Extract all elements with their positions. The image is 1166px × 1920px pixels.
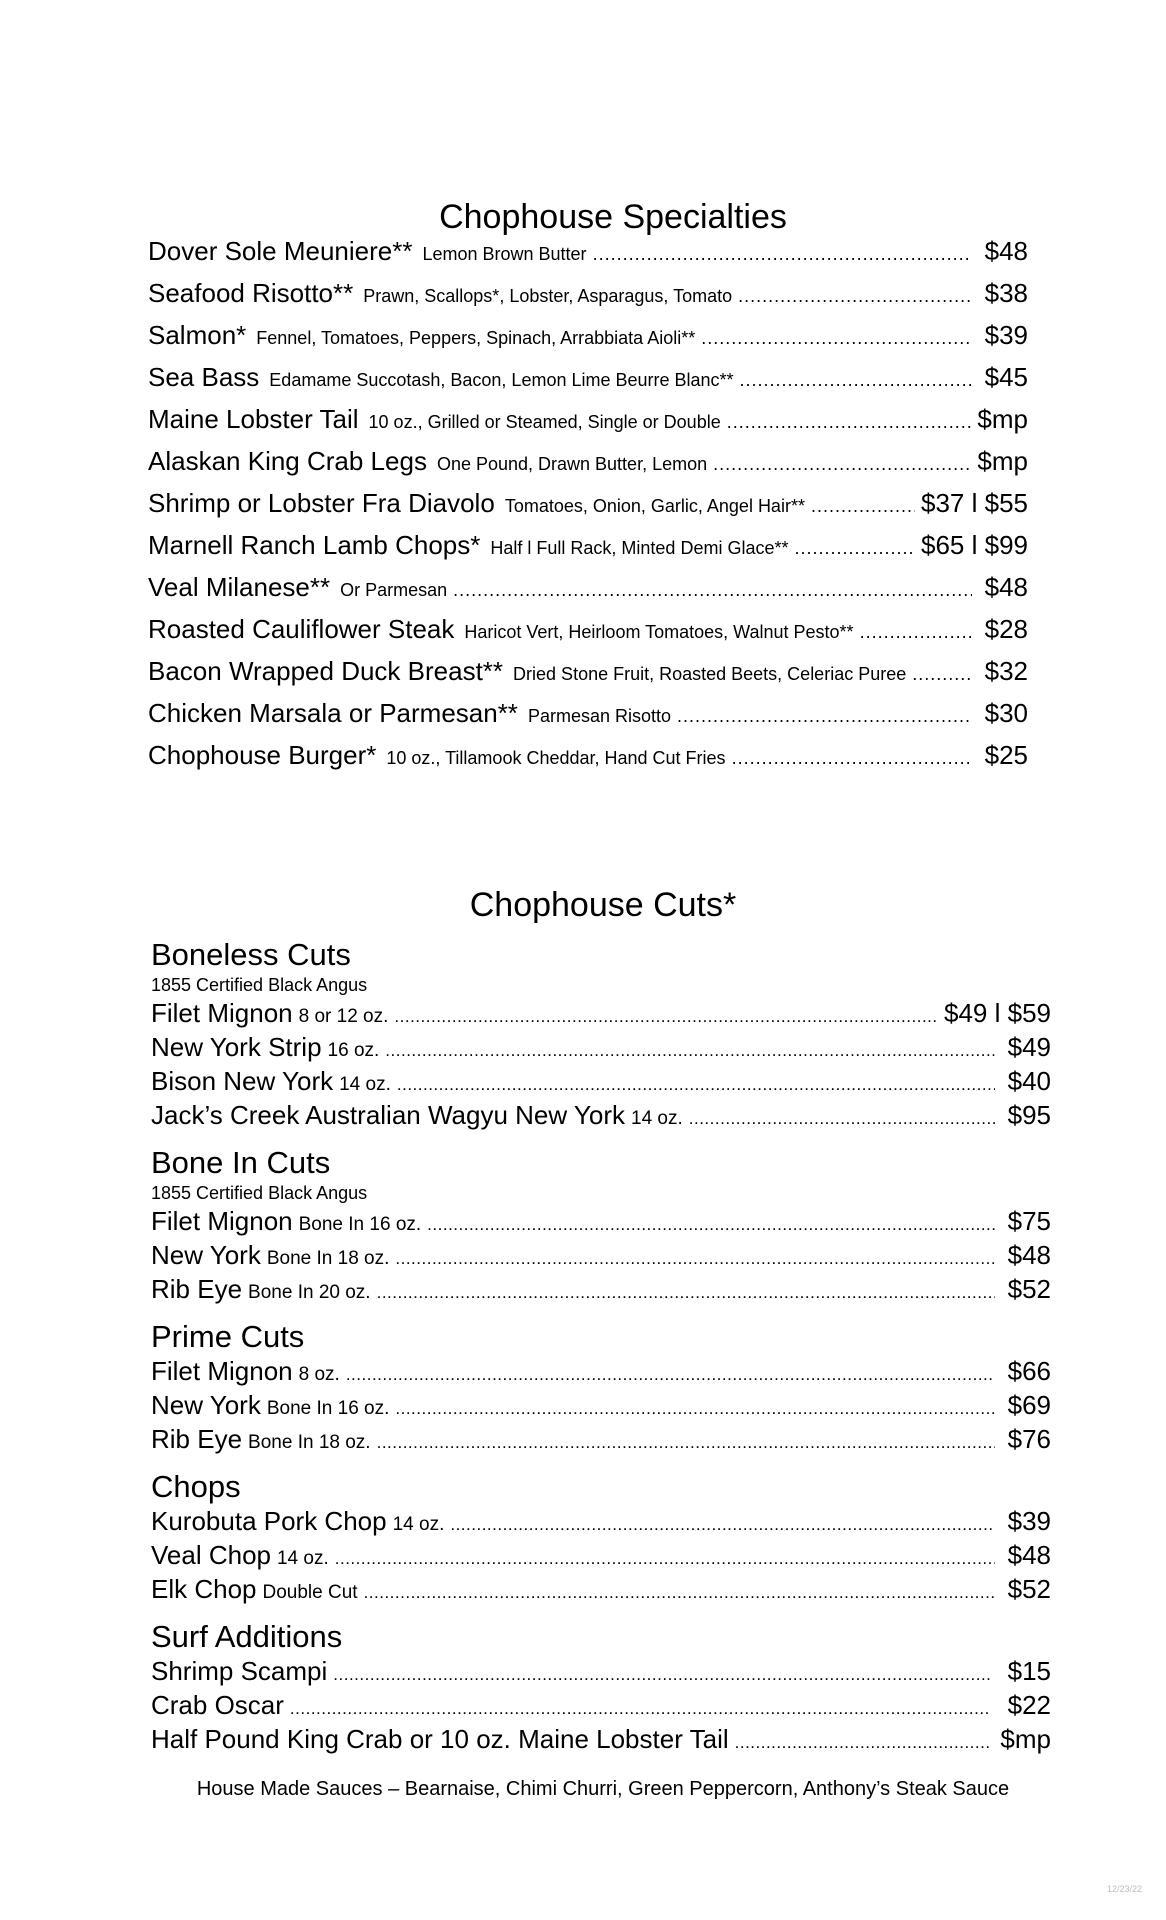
item-price: $39 (1007, 1506, 1051, 1536)
item-description: One Pound, Drawn Butter, Lemon (436, 454, 708, 474)
dot-leader (335, 1549, 995, 1569)
item-price: $mp (977, 446, 1028, 476)
list-item (151, 1100, 1051, 1134)
dot-leader (453, 580, 972, 601)
dot-leader (450, 1515, 995, 1535)
group-prime-cuts (151, 1318, 1051, 1458)
list-item (151, 998, 1051, 1032)
group-bone-in-cuts (151, 1144, 1051, 1308)
item-price: $mp (1000, 1724, 1051, 1754)
item-description: 8 or 12 oz. (298, 1006, 389, 1027)
item-description: 14 oz. (631, 1108, 683, 1129)
list-item (151, 1240, 1051, 1274)
item-description: Fennel, Tomatoes, Peppers, Spinach, Arrabbiata Aioli** (256, 328, 696, 348)
cuts-title: Chophouse Cuts* (469, 885, 737, 924)
item-price: $52 (1007, 1274, 1051, 1304)
item-name: Chicken Marsala or Parmesan** (148, 698, 518, 728)
group-title: Surf Additions (151, 1619, 343, 1654)
item-name: Bison New York (151, 1066, 334, 1096)
item-description: 10 oz., Tillamook Cheddar, Hand Cut Fries (386, 748, 726, 768)
item-name: Maine Lobster Tail (148, 404, 359, 434)
list-item (151, 1066, 1051, 1100)
cuts-list (151, 1656, 1051, 1758)
item-price: $66 (1007, 1356, 1051, 1386)
list-item (151, 1424, 1051, 1458)
list-item (151, 1656, 1051, 1690)
item-price: $40 (1007, 1066, 1051, 1096)
item-name: Elk Chop (151, 1574, 257, 1604)
list-item (151, 1574, 1051, 1608)
cuts-list (151, 1356, 1051, 1458)
item-description: Bone In 18 oz. (266, 1248, 390, 1269)
dot-leader (811, 496, 915, 517)
item-name: Jack’s Creek Australian Wagyu New York (151, 1100, 625, 1130)
item-name: Shrimp Scampi (151, 1656, 328, 1686)
dot-leader (395, 1249, 995, 1269)
item-price: $38 (984, 278, 1028, 308)
dot-leader (427, 1215, 995, 1235)
item-price: $15 (1007, 1656, 1051, 1686)
specialties-list (148, 236, 1028, 782)
group-title: Boneless Cuts (151, 937, 351, 972)
item-name: Salmon* (148, 320, 247, 350)
item-description: 14 oz. (339, 1074, 391, 1095)
item-price: $37 l $55 (921, 488, 1028, 518)
group-title: Prime Cuts (151, 1319, 305, 1354)
dot-leader (735, 1733, 991, 1753)
item-description: Prawn, Scallops*, Lobster, Asparagus, Tomato (363, 286, 733, 306)
dot-leader (689, 1109, 995, 1129)
list-item (151, 1390, 1051, 1424)
list-item (148, 530, 1028, 572)
item-price: $22 (1007, 1690, 1051, 1720)
list-item (148, 614, 1028, 656)
item-price: $48 (984, 236, 1028, 266)
dot-leader (912, 664, 972, 685)
cuts-list (151, 998, 1051, 1134)
item-price: $30 (984, 698, 1028, 728)
item-price: $48 (984, 572, 1028, 602)
item-name: Rib Eye (151, 1274, 243, 1304)
item-name: Dover Sole Meuniere** (148, 236, 413, 266)
item-description: 16 oz. (327, 1040, 380, 1061)
list-item (148, 572, 1028, 614)
item-description: Bone In 18 oz. (248, 1432, 371, 1453)
item-price: $95 (1007, 1100, 1051, 1130)
list-item (148, 446, 1028, 488)
item-description: Tomatoes, Onion, Garlic, Angel Hair** (504, 496, 805, 516)
item-price: $75 (1007, 1206, 1051, 1236)
list-item (151, 1540, 1051, 1574)
dot-leader (290, 1699, 991, 1719)
list-item (148, 278, 1028, 320)
dot-leader (732, 748, 972, 769)
dot-leader (377, 1283, 995, 1303)
list-item (148, 320, 1028, 362)
item-name: Veal Milanese** (148, 572, 331, 602)
item-name: Filet Mignon (151, 998, 293, 1028)
item-description: Bone In 20 oz. (248, 1282, 371, 1303)
group-subtitle: 1855 Certified Black Angus (151, 975, 368, 995)
item-price: $mp (977, 404, 1028, 434)
group-surf-additions (151, 1618, 1051, 1758)
item-name: Seafood Risotto** (148, 278, 354, 308)
dot-leader (727, 412, 972, 433)
item-description: 10 oz., Grilled or Steamed, Single or Double (368, 412, 721, 432)
cuts-section (151, 936, 1051, 1758)
dot-leader (713, 454, 971, 475)
item-price: $76 (1007, 1424, 1051, 1454)
item-description: 14 oz. (392, 1514, 445, 1535)
item-price: $48 (1007, 1240, 1051, 1270)
item-name: Sea Bass (148, 362, 260, 392)
item-description: Edamame Succotash, Bacon, Lemon Lime Beurre Blanc** (269, 370, 734, 390)
item-description: 14 oz. (276, 1548, 329, 1569)
item-description: Or Parmesan (340, 580, 448, 600)
item-description: Dried Stone Fruit, Roasted Beets, Celeriac Puree (513, 664, 907, 684)
dot-leader (364, 1583, 995, 1603)
item-name: Chophouse Burger* (148, 740, 377, 770)
item-description: Bone In 16 oz. (298, 1214, 422, 1235)
item-description: Half l Full Rack, Minted Demi Glace** (490, 538, 789, 558)
cuts-list (151, 1206, 1051, 1308)
item-name: Alaskan King Crab Legs (148, 446, 427, 476)
item-description: Haricot Vert, Heirloom Tomatoes, Walnut Pesto** (464, 622, 854, 642)
list-item (148, 740, 1028, 782)
item-name: Kurobuta Pork Chop (151, 1506, 387, 1536)
dot-leader (593, 244, 972, 265)
dot-leader (738, 286, 972, 307)
group-title: Bone In Cuts (151, 1145, 331, 1180)
item-description: 8 oz. (298, 1364, 340, 1385)
list-item (148, 362, 1028, 404)
dot-leader (346, 1365, 995, 1385)
item-description: Bone In 16 oz. (266, 1398, 390, 1419)
dot-leader (394, 1007, 938, 1027)
item-price: $39 (984, 320, 1028, 350)
group-chops (151, 1468, 1051, 1608)
group-title: Chops (151, 1469, 241, 1504)
dot-leader (385, 1041, 995, 1061)
item-description: Parmesan Risotto (527, 706, 671, 726)
dot-leader (397, 1075, 995, 1095)
item-name: New York (151, 1240, 261, 1270)
item-name: Shrimp or Lobster Fra Diavolo (148, 488, 495, 518)
group-boneless-cuts (151, 936, 1051, 1134)
group-subtitle: 1855 Certified Black Angus (151, 1183, 368, 1203)
item-price: $49 (1007, 1032, 1051, 1062)
item-name: Roasted Cauliflower Steak (148, 614, 455, 644)
item-name: Bacon Wrapped Duck Breast** (148, 656, 504, 686)
item-name: New York (151, 1390, 261, 1420)
date-stamp: 12/23/22 (1106, 1884, 1142, 1894)
item-price: $45 (984, 362, 1028, 392)
list-item (148, 698, 1028, 740)
item-name: Rib Eye (151, 1424, 243, 1454)
dot-leader (860, 622, 972, 643)
item-name: Crab Oscar (151, 1690, 284, 1720)
list-item (151, 1274, 1051, 1308)
item-name: Half Pound King Crab or 10 oz. Maine Lobster Tail (151, 1724, 729, 1754)
dot-leader (377, 1433, 995, 1453)
list-item (151, 1690, 1051, 1724)
cuts-list (151, 1506, 1051, 1608)
item-price: $49 l $59 (944, 998, 1051, 1028)
item-price: $25 (984, 740, 1028, 770)
list-item (151, 1724, 1051, 1758)
item-name: Veal Chop (151, 1540, 271, 1570)
item-description: Lemon Brown Butter (422, 244, 587, 264)
dot-leader (395, 1399, 995, 1419)
specialties-title: Chophouse Specialties (439, 197, 787, 236)
item-price: $69 (1007, 1390, 1051, 1420)
dot-leader (794, 538, 915, 559)
list-item (148, 404, 1028, 446)
dot-leader (740, 370, 972, 391)
sauces-note: House Made Sauces – Bearnaise, Chimi Churri, Green Peppercorn, Anthony’s Steak Sauce (196, 1778, 1010, 1800)
item-name: Filet Mignon (151, 1206, 293, 1236)
list-item (148, 656, 1028, 698)
item-price: $32 (984, 656, 1028, 686)
item-price: $28 (984, 614, 1028, 644)
list-item (151, 1206, 1051, 1240)
list-item (151, 1506, 1051, 1540)
dot-leader (333, 1665, 991, 1685)
dot-leader (677, 706, 972, 727)
list-item (148, 488, 1028, 530)
item-name: New York Strip (151, 1032, 322, 1062)
item-description: Double Cut (262, 1582, 358, 1603)
dot-leader (701, 328, 972, 349)
list-item (151, 1356, 1051, 1390)
item-name: Marnell Ranch Lamb Chops* (148, 530, 481, 560)
list-item (151, 1032, 1051, 1066)
item-price: $48 (1007, 1540, 1051, 1570)
item-name: Filet Mignon (151, 1356, 293, 1386)
list-item (148, 236, 1028, 278)
item-price: $65 l $99 (921, 530, 1028, 560)
item-price: $52 (1007, 1574, 1051, 1604)
